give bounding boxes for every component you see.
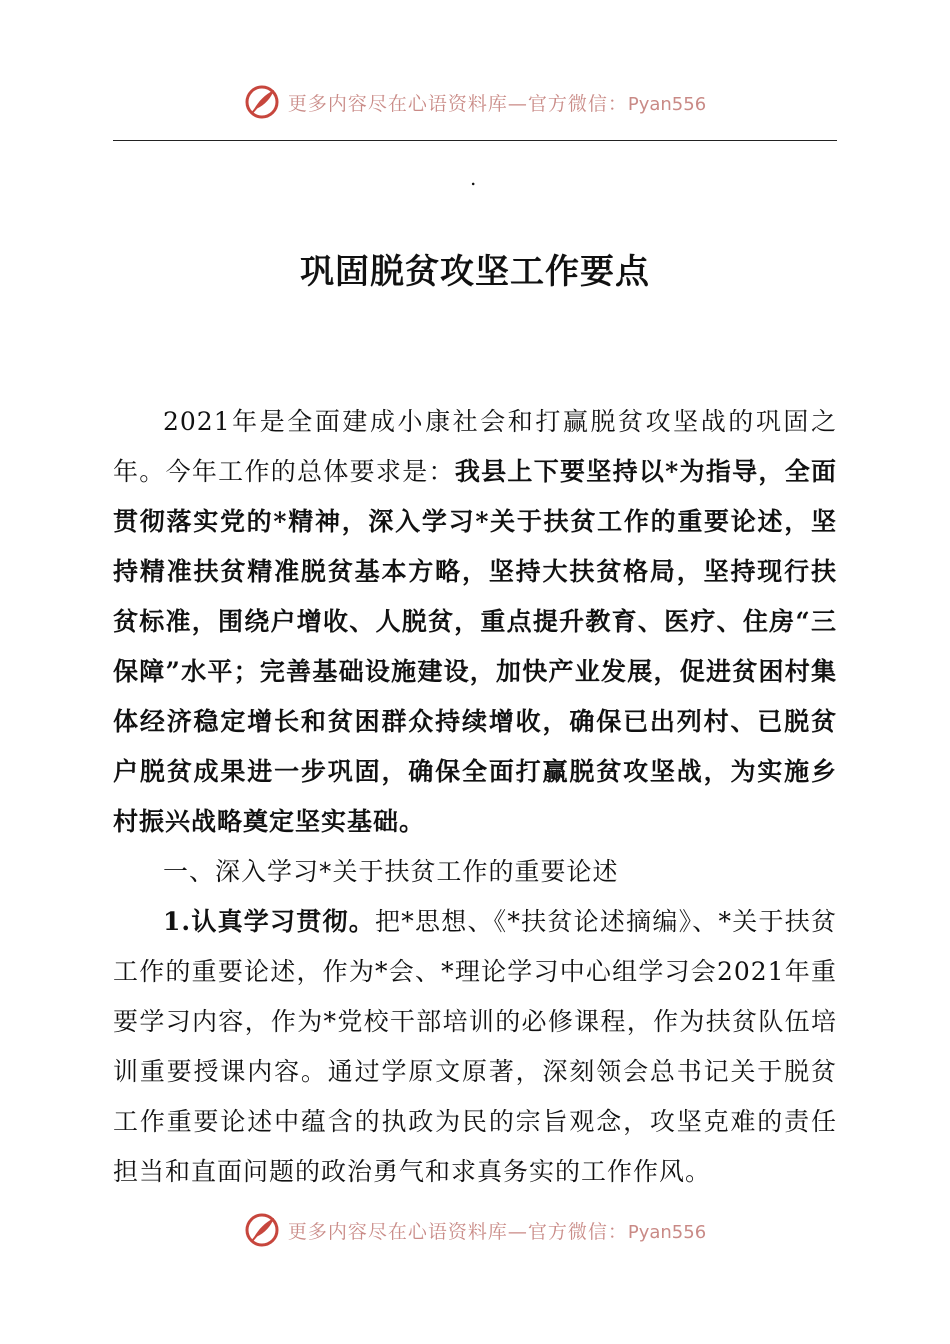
intro-bold-text: 我县上下要坚持以*为指导，全面贯彻落实党的*精神，深入学习*关于扶贫工作的重要论述，坚持精准扶贫精准脱贫基本方略，坚持大扶贫格局，坚持现行扶贫标准，围绕户增收、人脱贫，重点提升教育、医疗、住房“三保障”水平；完善基础设施建设，加快产业发展，促进贫困村集体经济稳定增长和贫困群众持续增收，确保已出列村、已脱贫户脱贫成果进一步巩固，确保全面打赢脱贫攻坚战，为实施乡村振兴战略奠定坚实基础。 xyxy=(113,457,837,836)
item-lead: 1.认真学习贯彻。 xyxy=(163,907,375,936)
page-marker: . xyxy=(470,166,477,190)
intro-paragraph xyxy=(113,397,837,847)
quill-logo-icon xyxy=(244,84,280,120)
watermark-text: 更多内容尽在心语资料库—官方微信：Pyan556 xyxy=(287,1220,707,1243)
intro-plain-text: 2021年是全面建成小康社会和打赢脱贫攻坚战的巩固之年。今年工作的总体要求是： xyxy=(113,407,837,486)
header-watermark xyxy=(0,82,950,122)
watermark-handle: Pyan556 xyxy=(627,1221,707,1243)
document-body xyxy=(113,397,837,1197)
footer-watermark xyxy=(0,1210,950,1250)
header-divider xyxy=(113,140,837,141)
quill-logo-icon xyxy=(244,1212,280,1248)
watermark-handle: Pyan556 xyxy=(627,93,707,115)
item-text: 把*思想、《*扶贫论述摘编》、*关于扶贫工作的重要论述，作为*会、*理论学习中心组学习会2021年重要学习内容，作为*党校干部培训的必修课程，作为扶贫队伍培训重要授课内容。通过学原文原著，深刻领会总书记关于脱贫工作重要论述中蕴含的执政为民的宗旨观念，攻坚克难的责任担当和直面问题的政治勇气和求真务实的工作作风。 xyxy=(113,907,837,1186)
watermark-text: 更多内容尽在心语资料库—官方微信：Pyan556 xyxy=(287,92,707,115)
document-title: 巩固脱贫攻坚工作要点 xyxy=(300,252,650,292)
section-heading: 一、深入学习*关于扶贫工作的重要论述 xyxy=(163,857,619,886)
item-paragraph xyxy=(113,897,837,1197)
